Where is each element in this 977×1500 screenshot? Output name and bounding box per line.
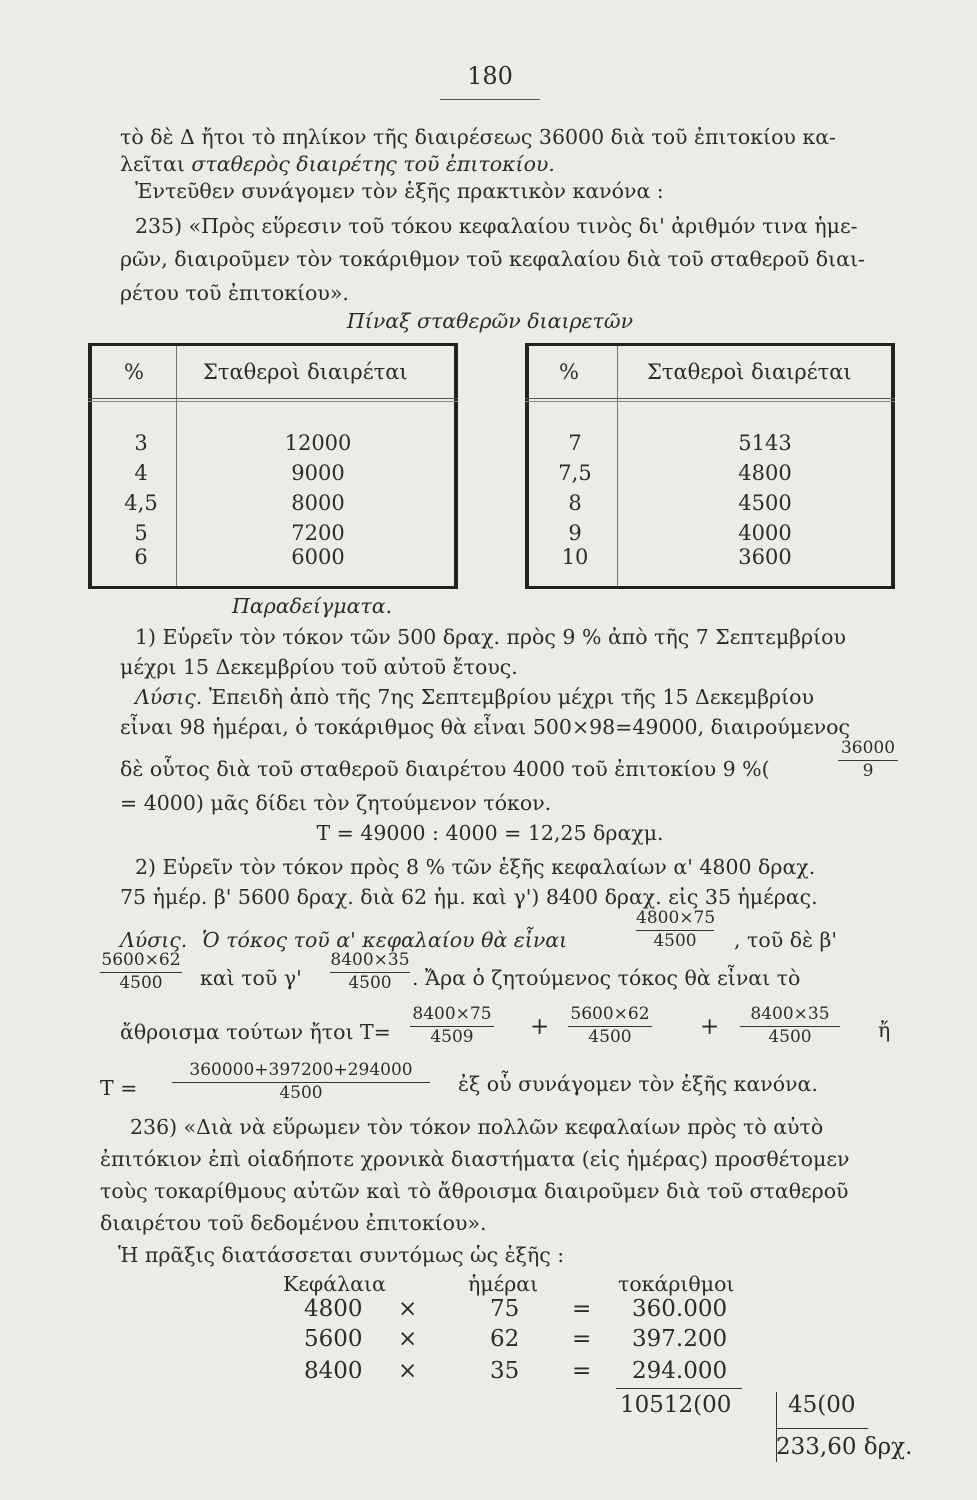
plus-sign: + (530, 1014, 550, 1040)
fraction-numerator: 8400×35 (750, 1004, 830, 1024)
header-constant-divisors: Σταθεροὶ διαιρέται (647, 360, 852, 384)
cell-divisor: 9000 (291, 461, 345, 485)
fraction-denominator: 4500 (740, 1026, 840, 1047)
times-sign: × (398, 1296, 418, 1322)
rule-235-line-2: ρῶν, διαιροῦμεν τὸν τοκάριθμον τοῦ κεφαλαίου διὰ τοῦ σταθεροῦ διαι- (120, 247, 865, 271)
fraction-4800x75-over-4500 (636, 908, 714, 951)
example-1-line-6: = 4000) μᾶς δίδει τὸν ζητούμενον τόκον. (120, 791, 552, 815)
fraction-numerator: 36000 (840, 738, 896, 758)
calc-capital: 8400 (304, 1358, 363, 1384)
example-2-line-6b: ἐξ οὗ συνάγομεν τὸν ἑξῆς κανόνα. (458, 1072, 818, 1096)
example-2-line-3b: , τοῦ δὲ β' (734, 928, 838, 952)
fraction-numerator: 5600×62 (101, 950, 181, 970)
rule-236-line-3: τοὺς τοκαρίθμους αὐτῶν καὶ τὸ ἄθροισμα διαιροῦμεν διὰ τοῦ σταθεροῦ (100, 1179, 849, 1203)
example-2-line-5b: ἤ (878, 1018, 891, 1042)
fraction-numerator: 8400×75 (412, 1004, 492, 1024)
cell-divisor: 4000 (738, 521, 792, 545)
fraction-denominator: 4500 (330, 972, 410, 993)
rule-236-line-2: ἐπιτόκιον ἐπὶ οἱαδήποτε χρονικὰ διαστήματα (εἰς ἡμέρας) προσθέτομεν (100, 1147, 850, 1171)
example-2-line-2: 75 ἡμέρ. β' 5600 δραχ. διὰ 62 ἡμ. καὶ γ') 8400 δραχ. εἰς 35 ἡμέρας. (120, 885, 818, 909)
fraction-denominator: 9 (838, 760, 898, 781)
header-percent: % (124, 360, 144, 384)
rule-235-line-3: ρέτου τοῦ ἐπιτοκίου». (120, 281, 349, 305)
page-number-rule (440, 99, 540, 100)
calc-divisor: 45(00 (788, 1392, 856, 1418)
fraction-5600x62-over-4500 (100, 950, 182, 993)
cell-divisor: 8000 (291, 491, 345, 515)
fraction-denominator: 4509 (410, 1026, 494, 1047)
cell-divisor: 12000 (284, 431, 352, 455)
fraction-total (172, 1060, 430, 1103)
header-constant-divisors: Σταθεροὶ διαιρέται (203, 360, 408, 384)
cell-divisor: 6000 (291, 545, 345, 569)
example-1-line-3 (135, 684, 915, 710)
fraction-denominator: 4500 (172, 1082, 430, 1103)
calc-product: 360.000 (632, 1296, 728, 1322)
examples-title: Παραδείγματα. (232, 594, 393, 618)
cell-pct: 5 (134, 521, 148, 545)
calc-capital: 5600 (304, 1326, 363, 1352)
intro-line-1: τὸ δὲ Δ ἤτοι τὸ πηλίκον τῆς διαιρέσεως 36000 διὰ τοῦ ἐπιτοκίου κα- (120, 125, 836, 149)
table-header-rule (88, 401, 458, 402)
fraction-sum-term-1 (410, 1004, 494, 1047)
calc-sum: 10512(00 (620, 1392, 732, 1418)
fraction-denominator: 4500 (568, 1026, 652, 1047)
cell-pct: 7,5 (558, 461, 592, 485)
page-number: 180 (467, 62, 513, 90)
cell-divisor: 4800 (738, 461, 792, 485)
cell-pct: 4,5 (124, 491, 158, 515)
calc-days: 35 (490, 1358, 520, 1384)
example-2-line-3: Ὁ τόκος τοῦ α' κεφαλαίου θὰ εἶναι (202, 928, 568, 952)
cell-pct: 7 (568, 431, 582, 455)
example-1-result: Τ = 49000 : 4000 = 12,25 δραχμ. (316, 821, 664, 845)
calc-result: 233,60 δρχ. (776, 1434, 913, 1460)
table-title: Πίναξ σταθερῶν διαιρετῶν (346, 309, 634, 333)
rule-236-line-5: Ἡ πρᾶξις διατάσσεται συντόμως ὡς ἑξῆς : (118, 1243, 565, 1267)
calc-header-products: τοκάριθμοι (618, 1272, 735, 1296)
intro-line-2-text: λεῖται (120, 152, 192, 176)
calc-days: 75 (490, 1296, 520, 1322)
fraction-numerator: 8400×35 (330, 950, 410, 970)
solution-label: Λύσις. (135, 685, 203, 709)
example-1-line-2: μέχρι 15 Δεκεμβρίου τοῦ αὐτοῦ ἔτους. (120, 655, 518, 679)
example-2-line-6a: Τ = (100, 1076, 138, 1100)
fraction-sum-term-2 (568, 1004, 652, 1047)
calc-days: 62 (490, 1326, 520, 1352)
example-1-line-4: εἶναι 98 ἡμέραι, ὁ τοκάριθμος θὰ εἶναι 500×98=49000, διαιρούμενος (120, 715, 850, 739)
cell-divisor: 4500 (738, 491, 792, 515)
example-2-line-4a: καὶ τοῦ γ' (200, 966, 302, 990)
table-header-rule (525, 401, 895, 402)
equals-sign: = (572, 1296, 592, 1322)
sum-rule (616, 1388, 742, 1389)
times-sign: × (398, 1358, 418, 1384)
cell-pct: 6 (134, 545, 148, 569)
calc-product: 397.200 (632, 1326, 728, 1352)
example-2-line-5a: ἄθροισμα τούτων ἤτοι Τ= (120, 1020, 391, 1044)
fraction-8400x35-over-4500 (330, 950, 410, 993)
cell-divisor: 7200 (291, 521, 345, 545)
cell-pct: 9 (568, 521, 582, 545)
cell-pct: 4 (134, 461, 148, 485)
cell-pct: 3 (134, 431, 148, 455)
calc-header-capitals: Κεφάλαια (283, 1272, 386, 1296)
rule-236-line-1: 236) «Διὰ νὰ εὕρωμεν τὸν τόκον πολλῶν κεφαλαίων πρὸς τὸ αὐτὸ (130, 1115, 824, 1139)
fraction-sum-term-3 (740, 1004, 840, 1047)
example-2-line-4b: . Ἄρα ὁ ζητούμενος τόκος θὰ εἶναι τὸ (412, 966, 801, 990)
calc-capital: 4800 (304, 1296, 363, 1322)
rule-235-line-1: 235) «Πρὸς εὕρεσιν τοῦ τόκου κεφαλαίου τινὸς δι' ἀριθμόν τινα ἡμε- (135, 214, 858, 238)
division-horizontal-rule (776, 1428, 868, 1429)
header-percent: % (559, 360, 579, 384)
calc-product: 294.000 (632, 1358, 728, 1384)
fraction-denominator: 4500 (100, 972, 182, 993)
fraction-numerator: 360000+397200+294000 (189, 1060, 413, 1080)
cell-pct: 8 (568, 491, 582, 515)
fraction-denominator: 4500 (636, 930, 714, 951)
fraction-numerator: 4800×75 (636, 908, 716, 928)
cell-pct: 10 (561, 545, 589, 569)
divisor-table-right (525, 343, 895, 589)
divisor-table-left (88, 343, 458, 589)
equals-sign: = (572, 1326, 592, 1352)
example-1-line-3-text: Ἐπειδὴ ἀπὸ τῆς 7ης Σεπτεμβρίου μέχρι τῆς 15 Δεκεμβρίου (202, 685, 814, 709)
example-1-line-1: 1) Εὑρεῖν τὸν τόκον τῶν 500 δραχ. πρὸς 9 % ἀπὸ τῆς 7 Σεπτεμβρίου (135, 625, 846, 649)
equals-sign: = (572, 1358, 592, 1384)
intro-line-3: Ἐντεῦθεν συνάγομεν τὸν ἑξῆς πρακτικὸν κανόνα : (135, 179, 664, 203)
times-sign: × (398, 1326, 418, 1352)
example-2-line-1: 2) Εὑρεῖν τὸν τόκον πρὸς 8 % τῶν ἑξῆς κεφαλαίων α' 4800 δραχ. (135, 855, 816, 879)
calc-header-days: ἡμέραι (468, 1272, 539, 1296)
fraction-numerator: 5600×62 (570, 1004, 650, 1024)
cell-divisor: 5143 (738, 431, 792, 455)
example-1-line-5: δὲ οὗτος διὰ τοῦ σταθεροῦ διαιρέτου 4000 τοῦ ἐπιτοκίου 9 %( (120, 757, 770, 781)
intro-line-2 (120, 151, 900, 177)
rule-236-line-4: διαιρέτου τοῦ δεδομένου ἐπιτοκίου». (100, 1211, 487, 1235)
fraction-36000-over-9 (838, 738, 898, 781)
solution-label: Λύσις. (120, 928, 188, 952)
plus-sign: + (700, 1014, 720, 1040)
cell-divisor: 3600 (738, 545, 792, 569)
term-constant-divisor: σταθερὸς διαιρέτης τοῦ ἐπιτοκίου. (191, 152, 555, 176)
